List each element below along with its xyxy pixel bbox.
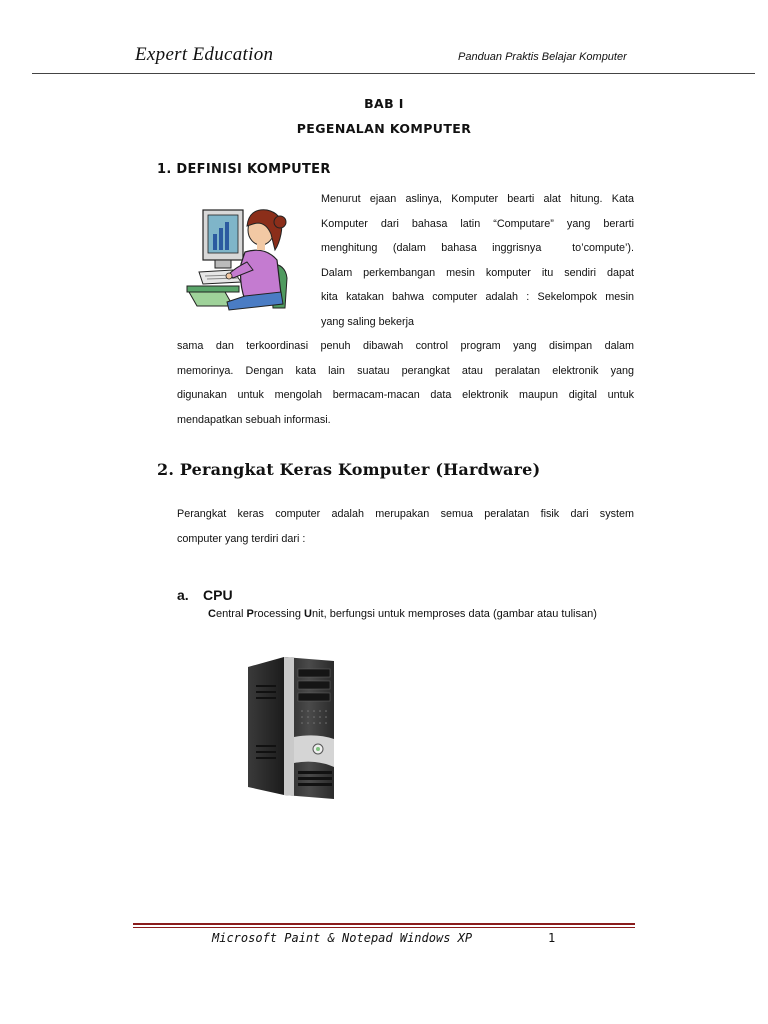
footer-rule-thick — [133, 923, 635, 925]
s1-line-2: Komputer dari bahasa latin “Computare” yang berarti — [321, 218, 634, 230]
woman-computer-clipart — [185, 204, 293, 314]
chapter-label: BAB I — [364, 96, 404, 111]
s1-line-9: digunakan untuk mengolah bermacam-macan data elektronik maupun digital untuk — [177, 389, 634, 401]
s1-line-1: Menurut ejaan aslinya, Komputer bearti alat hitung. Kata — [321, 193, 634, 205]
header-brand: Expert Education — [135, 44, 274, 65]
page-number: 1 — [548, 931, 556, 945]
section2-heading: 2. Perangkat Keras Komputer (Hardware) — [157, 460, 541, 479]
cpu-desc-p: P — [246, 608, 254, 620]
header-rule — [32, 73, 755, 74]
header-subtitle: Panduan Praktis Belajar Komputer — [458, 51, 627, 63]
s1-line-8: memorinya. Dengan kata lain suatau perangkat atau peralatan elektronik yang — [177, 365, 634, 377]
s2-line-2: computer yang terdiri dari : — [177, 533, 306, 545]
s1-line-4: Dalam perkembangan mesin komputer itu sendiri dapat — [321, 267, 634, 279]
footer-text: Microsoft Paint & Notepad Windows XP — [212, 931, 473, 945]
cpu-desc-rest: nit, berfungsi untuk memproses data (gambar atau tulisan) — [311, 608, 597, 620]
footer-rule-thin — [133, 927, 635, 928]
chapter-title: PEGENALAN KOMPUTER — [296, 121, 472, 136]
subsection-letter: a. — [177, 587, 189, 603]
cpu-description — [208, 608, 597, 620]
cpu-desc-c: C — [208, 608, 216, 620]
s1-line-6: yang saling bekerja — [321, 316, 415, 328]
cpu-desc-u: U — [304, 608, 312, 620]
cpu-desc-rocessing: rocessing — [253, 608, 305, 620]
s1-line-10: mendapatkan sebuah informasi. — [177, 414, 331, 426]
s1-line-5: kita katakan bahwa computer adalah : Sekelompok mesin — [321, 291, 634, 303]
s2-line-1: Perangkat keras computer adalah merupakan semua peralatan fisik dari system — [177, 508, 634, 520]
subsection-title: CPU — [203, 587, 233, 603]
s1-line-7: sama dan terkoordinasi penuh dibawah control program yang disimpan dalam — [177, 340, 634, 352]
section1-heading: 1. DEFINISI KOMPUTER — [157, 162, 331, 177]
cpu-tower-image — [246, 655, 338, 800]
cpu-desc-entral: entral — [215, 608, 247, 620]
s1-line-3: menghitung (dalam bahasa inggrisnya to’compute’). — [321, 242, 634, 254]
subsection-cpu-heading — [177, 587, 233, 603]
